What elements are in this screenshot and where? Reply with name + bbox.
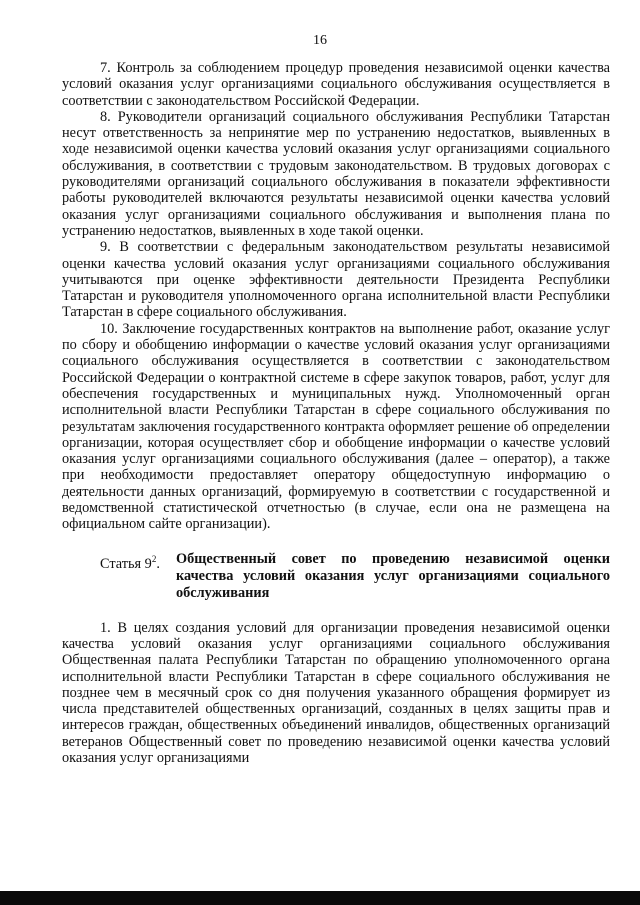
paragraph-8: 8. Руководители организаций социального обслуживания Республики Татарстан несут ответственность за непринятие мер по устранению недостатков, выявленных в ходе независимой оценки качества условий оказания услуг организациями социального обслуживания, в соответствии с трудовым законодательством. В трудовых договорах с руководителями организаций социального обслуживания в показатели эффективности работы руководителей включаются результаты независимой оценки качества условий оказания услуг организациями социального обслуживания и выполнения плана по устранению недостатков, выявленных в ходе такой оценки.	[62, 108, 610, 239]
scan-bottom-edge	[0, 891, 640, 905]
article-label-superscript: 2	[151, 553, 157, 564]
page-number: 16	[313, 33, 327, 48]
article-paragraph-1: 1. В целях создания условий для организации проведения независимой оценки качества условий оказания услуг организациями социального обслуживания Общественная палата Республики Татарстан по обращению уполномоченного органа исполнительной власти Республики Татарстан в сфере социального обслуживания не позднее чем в месячный срок со дня получения указанного обращения формирует из числа представителей общественных организаций, созданных в целях защиты прав и интересов граждан, общественных объединений инвалидов, общественных организаций ветеранов Общественный совет по проведению независимой оценки качества условий оказания услуг организациями	[62, 619, 610, 766]
paragraph-10: 10. Заключение государственных контрактов на выполнение работ, оказание услуг по сбору и обобщению информации о качестве условий оказания услуг организациями социального обслуживания осуществляется в соответствии с законодательством Российской Федерации о контрактной системе в сфере закупок товаров, работ, услуг для обеспечения государственных и муниципальных нужд. Уполномоченный орган исполнительной власти Республики Татарстан в сфере социального обслуживания по результатам заключения государственного контракта оформляет решение об определении организации, которая осуществляет сбор и обобщение информации о качестве условий оказания услуг организациями социального обслуживания (далее – оператор), а также при необходимости предоставляет оператору общедоступную информацию о деятельности данных организаций, формируемую в соответствии с государственной и ведомственной статистической отчетностью (в случае, если она не размещена на официальном сайте организации).	[62, 320, 610, 533]
article-label	[100, 551, 160, 573]
article-label-suffix: .	[156, 555, 160, 572]
paragraph-9: 9. В соответствии с федеральным законодательством результаты независимой оценки качества условий оказания услуг организациями социального обслуживания учитываются при оценке эффективности деятельности Президента Республики Татарстан и руководителя уполномоченного органа исполнительной власти Республики Татарстан в сфере социального обслуживания.	[62, 239, 610, 321]
document-body	[62, 60, 610, 766]
article-title: Общественный совет по проведению независимой оценки качества условий оказания услуг организациями социального обслуживания	[176, 550, 610, 601]
paragraph-7: 7. Контроль за соблюдением процедур проведения независимой оценки качества условий оказания услуг организациями социального обслуживания осуществляется в соответствии с законодательством Российской Федерации.	[62, 60, 610, 109]
article-label-prefix: Статья 9	[100, 555, 152, 572]
article-heading	[62, 551, 610, 602]
